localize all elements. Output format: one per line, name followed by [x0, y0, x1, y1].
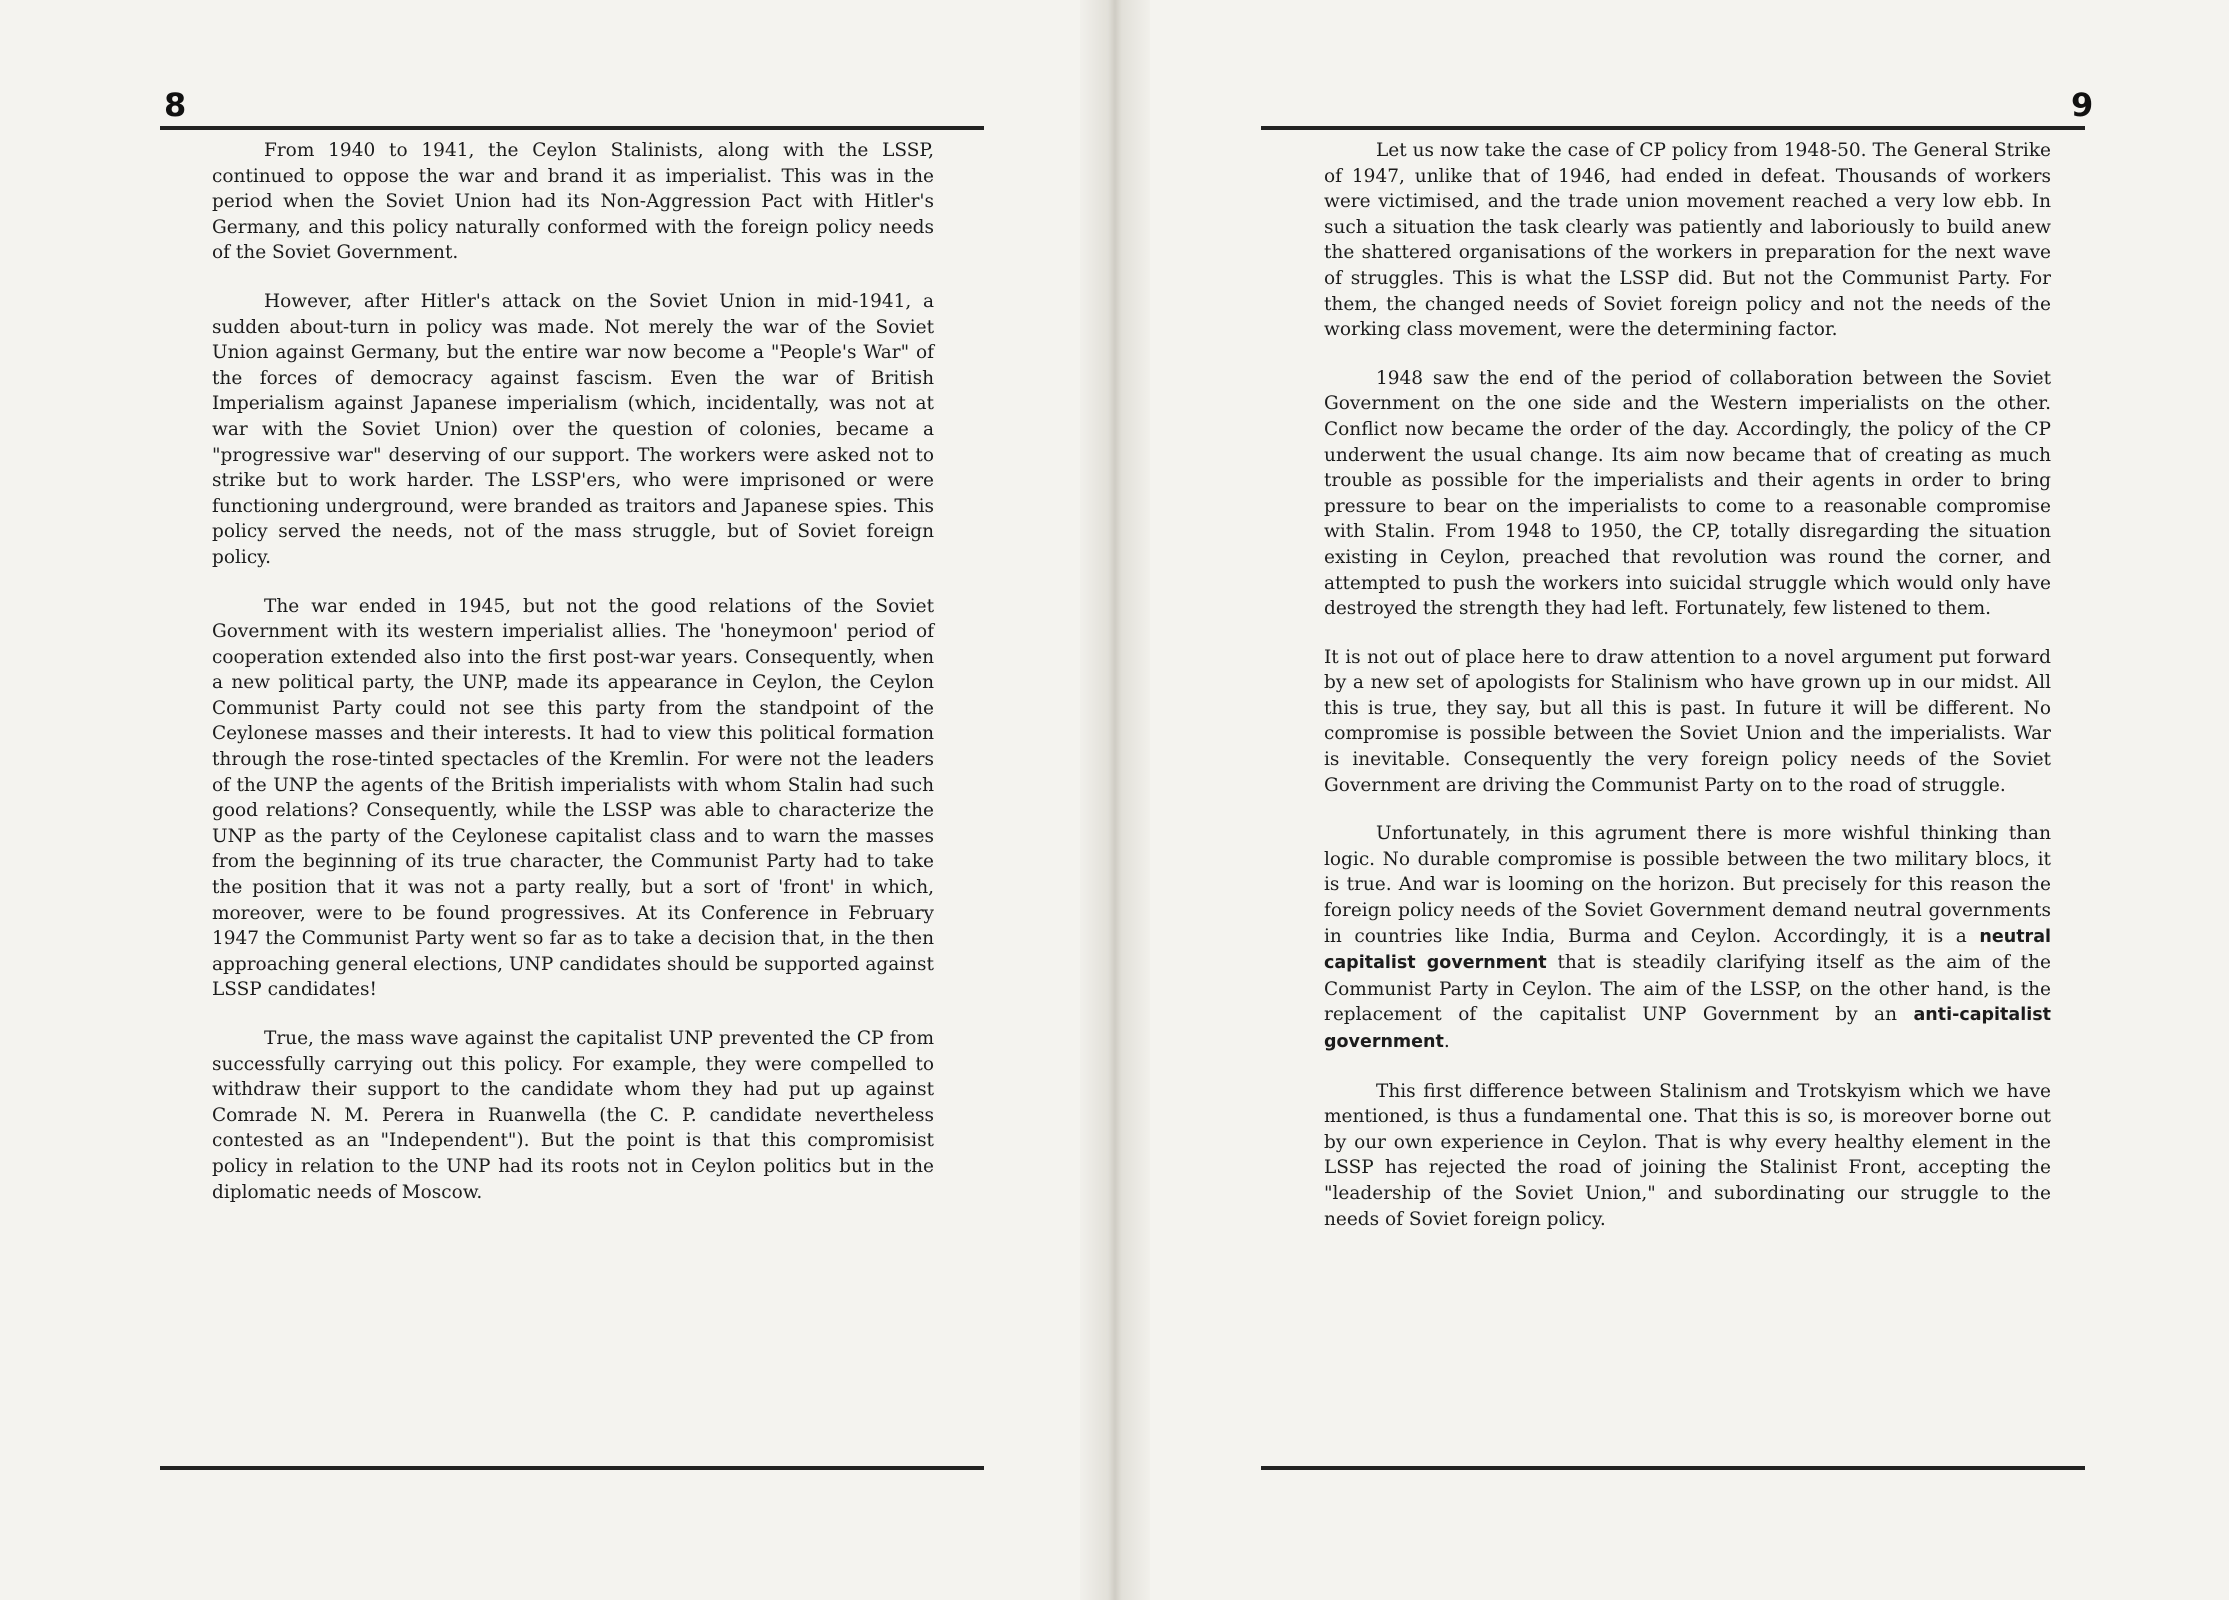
bold-phrase: neutral capitalist government [1324, 926, 2051, 974]
paragraph: This first difference between Stalinism and Trotskyism which we have mentioned, is thus a fundamental one. That this is so, is moreover borne out by our own experience in Ceylon. That is why every healthy element in the LSSP has rejected the road of joining the Stalinist Front, accepting the "leadership of the Soviet Union," and subordinating our struggle to the needs of Soviet foreign policy. [1324, 1080, 2051, 1230]
paragraph: Let us now take the case of CP policy from 1948-50. The General Strike of 1947, unlike that of 1946, had ended in defeat. Thousands of workers were victimised, and the trade union movement reached a very low ebb. In such a situation the task clearly was patiently and laboriously to build anew the shattered organisations of the workers in preparation for the next wave of struggles. This is what the LSSP did. But not the Communist Party. For them, the changed needs of Soviet foreign policy and not the needs of the working class movement, were the determining factor. [1324, 140, 2051, 341]
left-page [0, 0, 1100, 1600]
right-page [1130, 0, 2229, 1600]
paragraph [1324, 821, 2051, 1055]
header-rule [1261, 126, 2085, 130]
paragraph: 1948 saw the end of the period of collaboration between the Soviet Government on the one side and the Western imperialists on the other. Conflict now became the order of the day. Accordingly, the policy of the CP underwent the usual change. Its aim now became that of creating as much trouble as possible for the imperialists and their agents in order to bring pressure to bear on the imperialists to come to a reasonable compromise with Stalin. From 1948 to 1950, the CP, totally disregarding the situation existing in Ceylon, preached that revolution was round the corner, and attempted to push the workers into suicidal struggle which would only have destroyed the strength they had left. Fortunately, few listened to them. [1324, 367, 2051, 620]
paragraph-text: Unfortunately, in this agrument there is more wishful thinking than logic. No durable compromise is possible between the two military blocs, it is true. And war is looming on the horizon. But precisely for this reason the foreign policy needs of the Soviet Government demand neutral governments in countries like India, Burma and Ceylon. Accordingly, it is a [1324, 823, 2051, 947]
footer-rule [1261, 1466, 2085, 1470]
paragraph: It is not out of place here to draw attention to a novel argument put forward by a new set of apologists for Stalinism who have grown up in our midst. All this is true, they say, but all this is past. In future it will be different. No compromise is possible between the Soviet Union and the imperialists. War is inevitable. Consequently the very foreign policy needs of the Soviet Government are driving the Communist Party on to the road of struggle. [1324, 646, 2051, 796]
header-rule [160, 126, 984, 130]
paragraph: From 1940 to 1941, the Ceylon Stalinists, along with the LSSP, continued to oppose the war and brand it as imperialist. This was in the period when the Soviet Union had its Non-Aggression Pact with Hitler's Germany, and this policy naturally conformed with the foreign policy needs of the Soviet Government. [212, 140, 934, 264]
footer-rule [160, 1466, 984, 1470]
paragraph: True, the mass wave against the capitalist UNP prevented the CP from successfully carrying out this policy. For example, they were compelled to withdraw their support to the candidate whom they had put up against Comrade N. M. Perera in Ruanwella (the C. P. candidate nevertheless contested as an "Independent"). But the point is that this compromisist policy in relation to the UNP had its roots not in Ceylon politics but in the diplomatic needs of Moscow. [212, 1028, 934, 1203]
page-number: 8 [164, 86, 187, 124]
page-text [1324, 138, 2051, 1255]
paragraph: The war ended in 1945, but not the good relations of the Soviet Government with its western imperialist allies. The 'honeymoon' period of cooperation extended also into the first post-war years. Consequently, when a new political party, the UNP, made its appearance in Ceylon, the Ceylon Communist Party could not see this party from the standpoint of the Ceylonese masses and their interests. It had to view this political formation through the rose-tinted spectacles of the Kremlin. For were not the leaders of the UNP the agents of the British imperialists with whom Stalin had such good relations? Consequently, while the LSSP was able to characterize the UNP as the party of the Ceylonese capitalist class and to warn the masses from the beginning of its true character, the Communist Party had to take the position that it was not a party really, but a sort of 'front' in which, moreover, were to be found progressives. At its Conference in February 1947 the Communist Party went so far as to take a decision that, in the then approaching general elections, UNP candidates should be supported against LSSP candidates! [212, 595, 934, 1001]
page-text [212, 138, 934, 1228]
paragraph: However, after Hitler's attack on the Soviet Union in mid-1941, a sudden about-turn in policy was made. Not merely the war of the Soviet Union against Germany, but the entire war now become a "People's War" of the forces of democracy against fascism. Even the war of British Imperialism against Japanese imperialism (which, incidentally, was not at war with the Soviet Union) over the question of colonies, became a "progressive war" deserving of our support. The workers were asked not to strike but to work harder. The LSSP'ers, who were imprisoned or were functioning underground, were branded as traitors and Japanese spies. This policy served the needs, not of the mass struggle, but of Soviet foreign policy. [212, 290, 934, 568]
bold-phrase: anti-capitalist government [1324, 1005, 2051, 1052]
page-number: 9 [2071, 86, 2094, 124]
paragraph-text: that is steadily clarifying itself as the aim of the Communist Party in Ceylon. The aim of the LSSP, on the other hand, is the replacement of the capitalist UNP Government by an [1324, 952, 2051, 1026]
paragraph-text: . [1443, 1031, 1450, 1052]
